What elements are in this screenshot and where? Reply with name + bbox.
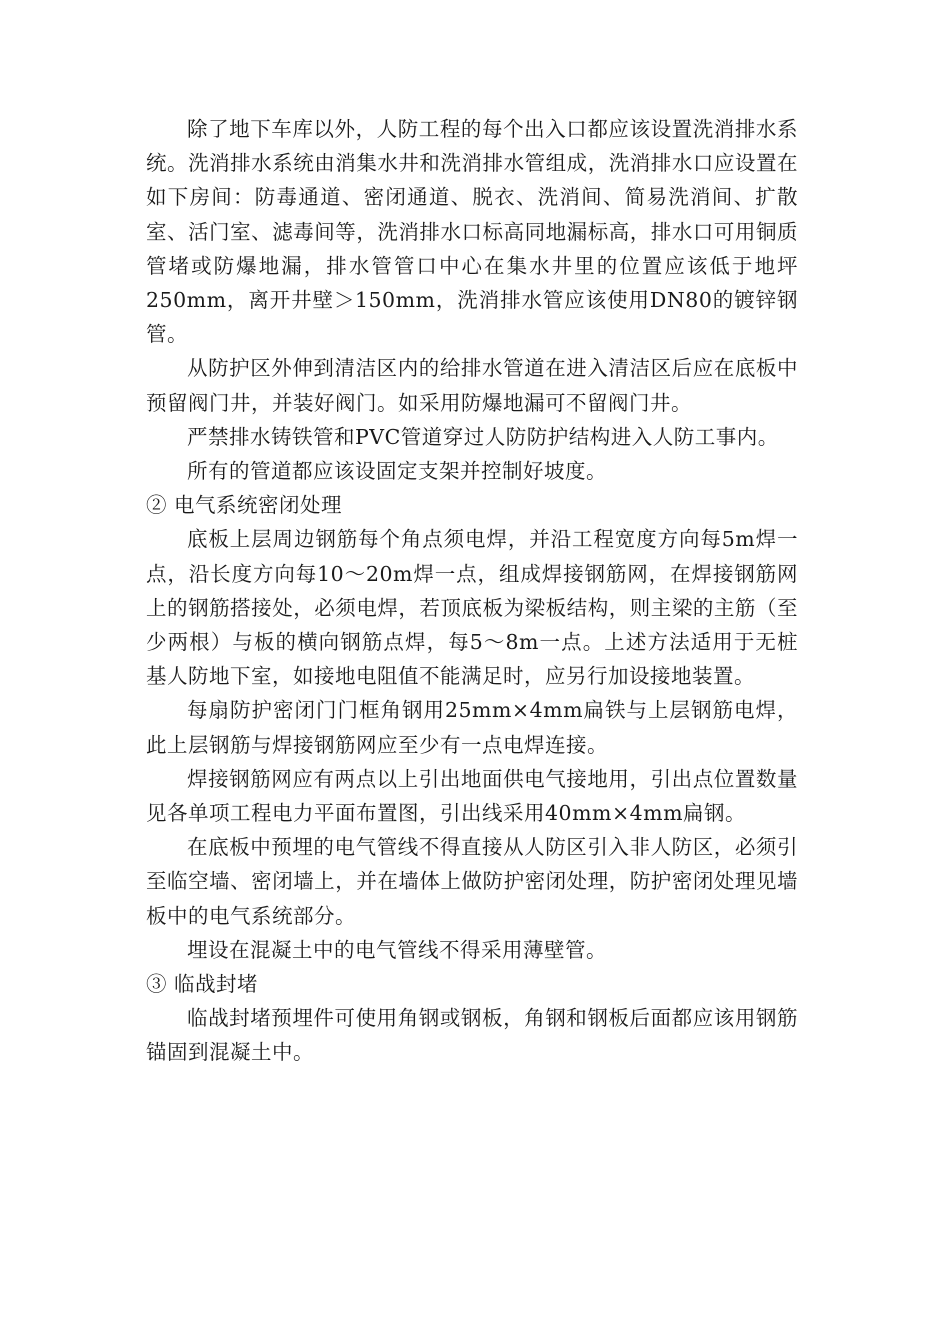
document-body bbox=[146, 112, 798, 1070]
section-heading-sealing: ③ 临战封堵 bbox=[146, 972, 259, 997]
section-heading-electrical: ② 电气系统密闭处理 bbox=[146, 493, 343, 518]
paragraph-welding-grid: 底板上层周边钢筋每个角点须电焊，并沿工程宽度方向每5m焊一点，沿长度方向每10～20m焊一点，组成焊接钢筋网，在焊接钢筋网上的钢筋搭接处，必须电焊，若顶底板为梁板结构，则主梁的主筋（至少两根）与板的横向钢筋点焊，每5～8m一点。上述方法适用于无桩基人防地下室，如接地电阻值不能满足时，应另行加设接地装置。 bbox=[146, 527, 798, 689]
paragraph-pipe-prohibition: 严禁排水铸铁管和PVC管道穿过人防防护结构进入人防工事内。 bbox=[187, 424, 779, 449]
paragraph-drainage-system: 除了地下车库以外，人防工程的每个出入口都应该设置洗消排水系统。洗消排水系统由消集水井和洗消排水管组成，洗消排水口应设置在如下房间：防毒通道、密闭通道、脱衣、洗消间、简易洗消间、扩散室、活门室、滤毒间等，洗消排水口标高同地漏标高，排水口可用铜质管堵或防爆地漏，排水管管口中心在集水井里的位置应该低于地坪250mm，离开井壁＞150mm，洗消排水管应该使用DN80的镀锌钢管。 bbox=[146, 117, 798, 347]
paragraph-valve-well: 从防护区外伸到清洁区内的给排水管道在进入清洁区后应在底板中预留阀门井，并装好阀门。如采用防爆地漏可不留阀门井。 bbox=[146, 356, 798, 415]
paragraph-conduit-routing: 在底板中预埋的电气管线不得直接从人防区引入非人防区，必须引至临空墙、密闭墙上，并在墙体上做防护密闭处理，防护密闭处理见墙板中的电气系统部分。 bbox=[146, 835, 798, 928]
paragraph-embedded-parts: 临战封堵预埋件可使用角钢或钢板，角钢和钢板后面都应该用钢筋锚固到混凝土中。 bbox=[146, 1006, 798, 1065]
paragraph-grounding-leads: 焊接钢筋网应有两点以上引出地面供电气接地用，引出点位置数量见各单项工程电力平面布置图，引出线采用40mm×4mm扁钢。 bbox=[146, 766, 798, 826]
paragraph-thin-wall-pipe: 埋设在混凝土中的电气管线不得采用薄壁管。 bbox=[187, 937, 607, 962]
paragraph-door-frame: 每扇防护密闭门门框角钢用25mm×4mm扁铁与上层钢筋电焊，此上层钢筋与焊接钢筋网应至少有一点电焊连接。 bbox=[146, 698, 798, 757]
paragraph-pipe-support: 所有的管道都应该设固定支架并控制好坡度。 bbox=[187, 459, 607, 484]
